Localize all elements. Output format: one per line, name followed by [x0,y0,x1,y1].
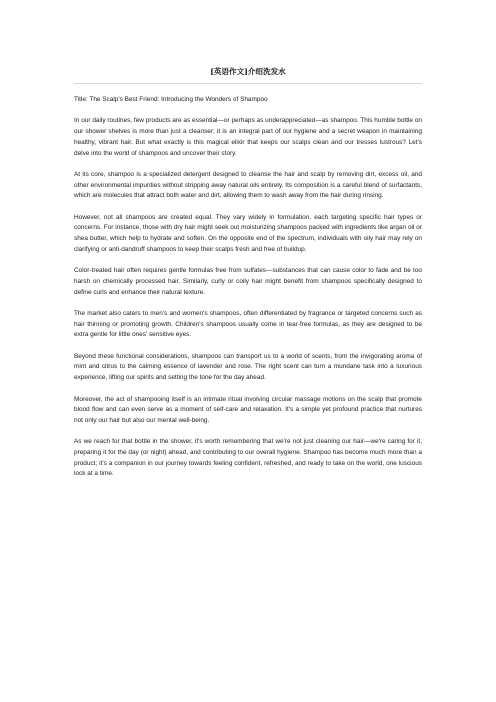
paragraph-5: The market also caters to men's and women's shampoos, often differentiated by fragrance or targeted concerns such as hair thinning or promoting growth. Children's shampoos usually come in tear-free formulas, as they are designed to be extra gentle for little ones' sensitive eyes. [74,309,422,339]
paragraph-2: At its core, shampoo is a specialized detergent designed to cleanse the hair and scalp by removing dirt, excess oil, and other environmental impurities without stripping away natural oils entirely. Its composition is a careful blend of surfactants, which are molecules that attract both water and dirt, allowing them to wash away from the hair during rinsing. [74,170,422,200]
essay-title: Title: The Scalp's Best Friend: Introducing the Wonders of Shampoo [74,96,268,103]
document-header-title: [英语作文]介绍洗发水 [210,67,286,76]
paragraph-8: As we reach for that bottle in the shower, it's worth remembering that we're not just cleaning our hair—we're caring for it, preparing it for the day (or night) ahead, and contributing to our overall hygiene. Shampoo has become much more than a product; it's a companion in our journey towards feeling confident, refreshed, and ready to take on the world, one luscious lock at a time. [74,438,422,478]
paragraph-3: However, not all shampoos are created equal. They vary widely in formulation, each targeting specific hair types or concerns. For instance, those with dry hair might seek out moisturizing shampoos packed with ingredients like argan oil or shea butter, which help to hydrate and soften. On the opposite end of the spectrum, individuals with oily hair may rely on clarifying or anti-dandruff shampoos to keep their scalps fresh and free of buildup. [74,213,422,253]
paragraph-1: In our daily routines, few products are as essential—or perhaps as underappreciated—as shampoo. This humble bottle on our shower shelves is more than just a cleanser; it is an integral part of our hygiene and a secret weapon in maintaining healthy, vibrant hair. But what exactly is this magical elixir that keeps our scalps clean and our tresses lustrous? Let's delve into the world of shampoos and uncover their story. [74,117,422,157]
paragraph-6: Beyond these functional considerations, shampoos can transport us to a world of scents, from the invigorating aroma of mint and citrus to the calming essence of lavender and rose. The right scent can turn a mundane task into a luxurious experience, lifting our spirits and setting the tone for the day ahead. [74,352,422,382]
paragraph-4: Color-treated hair often requires gentle formulas free from sulfates—substances that can cause color to fade and be too harsh on chemically processed hair. Similarly, curly or coily hair might benefit from shampoos specifically designed to define curls and enhance their natural texture. [74,267,422,296]
paragraph-7: Moreover, the act of shampooing itself is an intimate ritual involving circular massage motions on the scalp that promote blood flow and can even serve as a moment of self-care and relaxation. It's a simple yet profound practice that nurtures not only our hair but also our mental well-being. [74,395,422,424]
essay-body [74,95,422,491]
